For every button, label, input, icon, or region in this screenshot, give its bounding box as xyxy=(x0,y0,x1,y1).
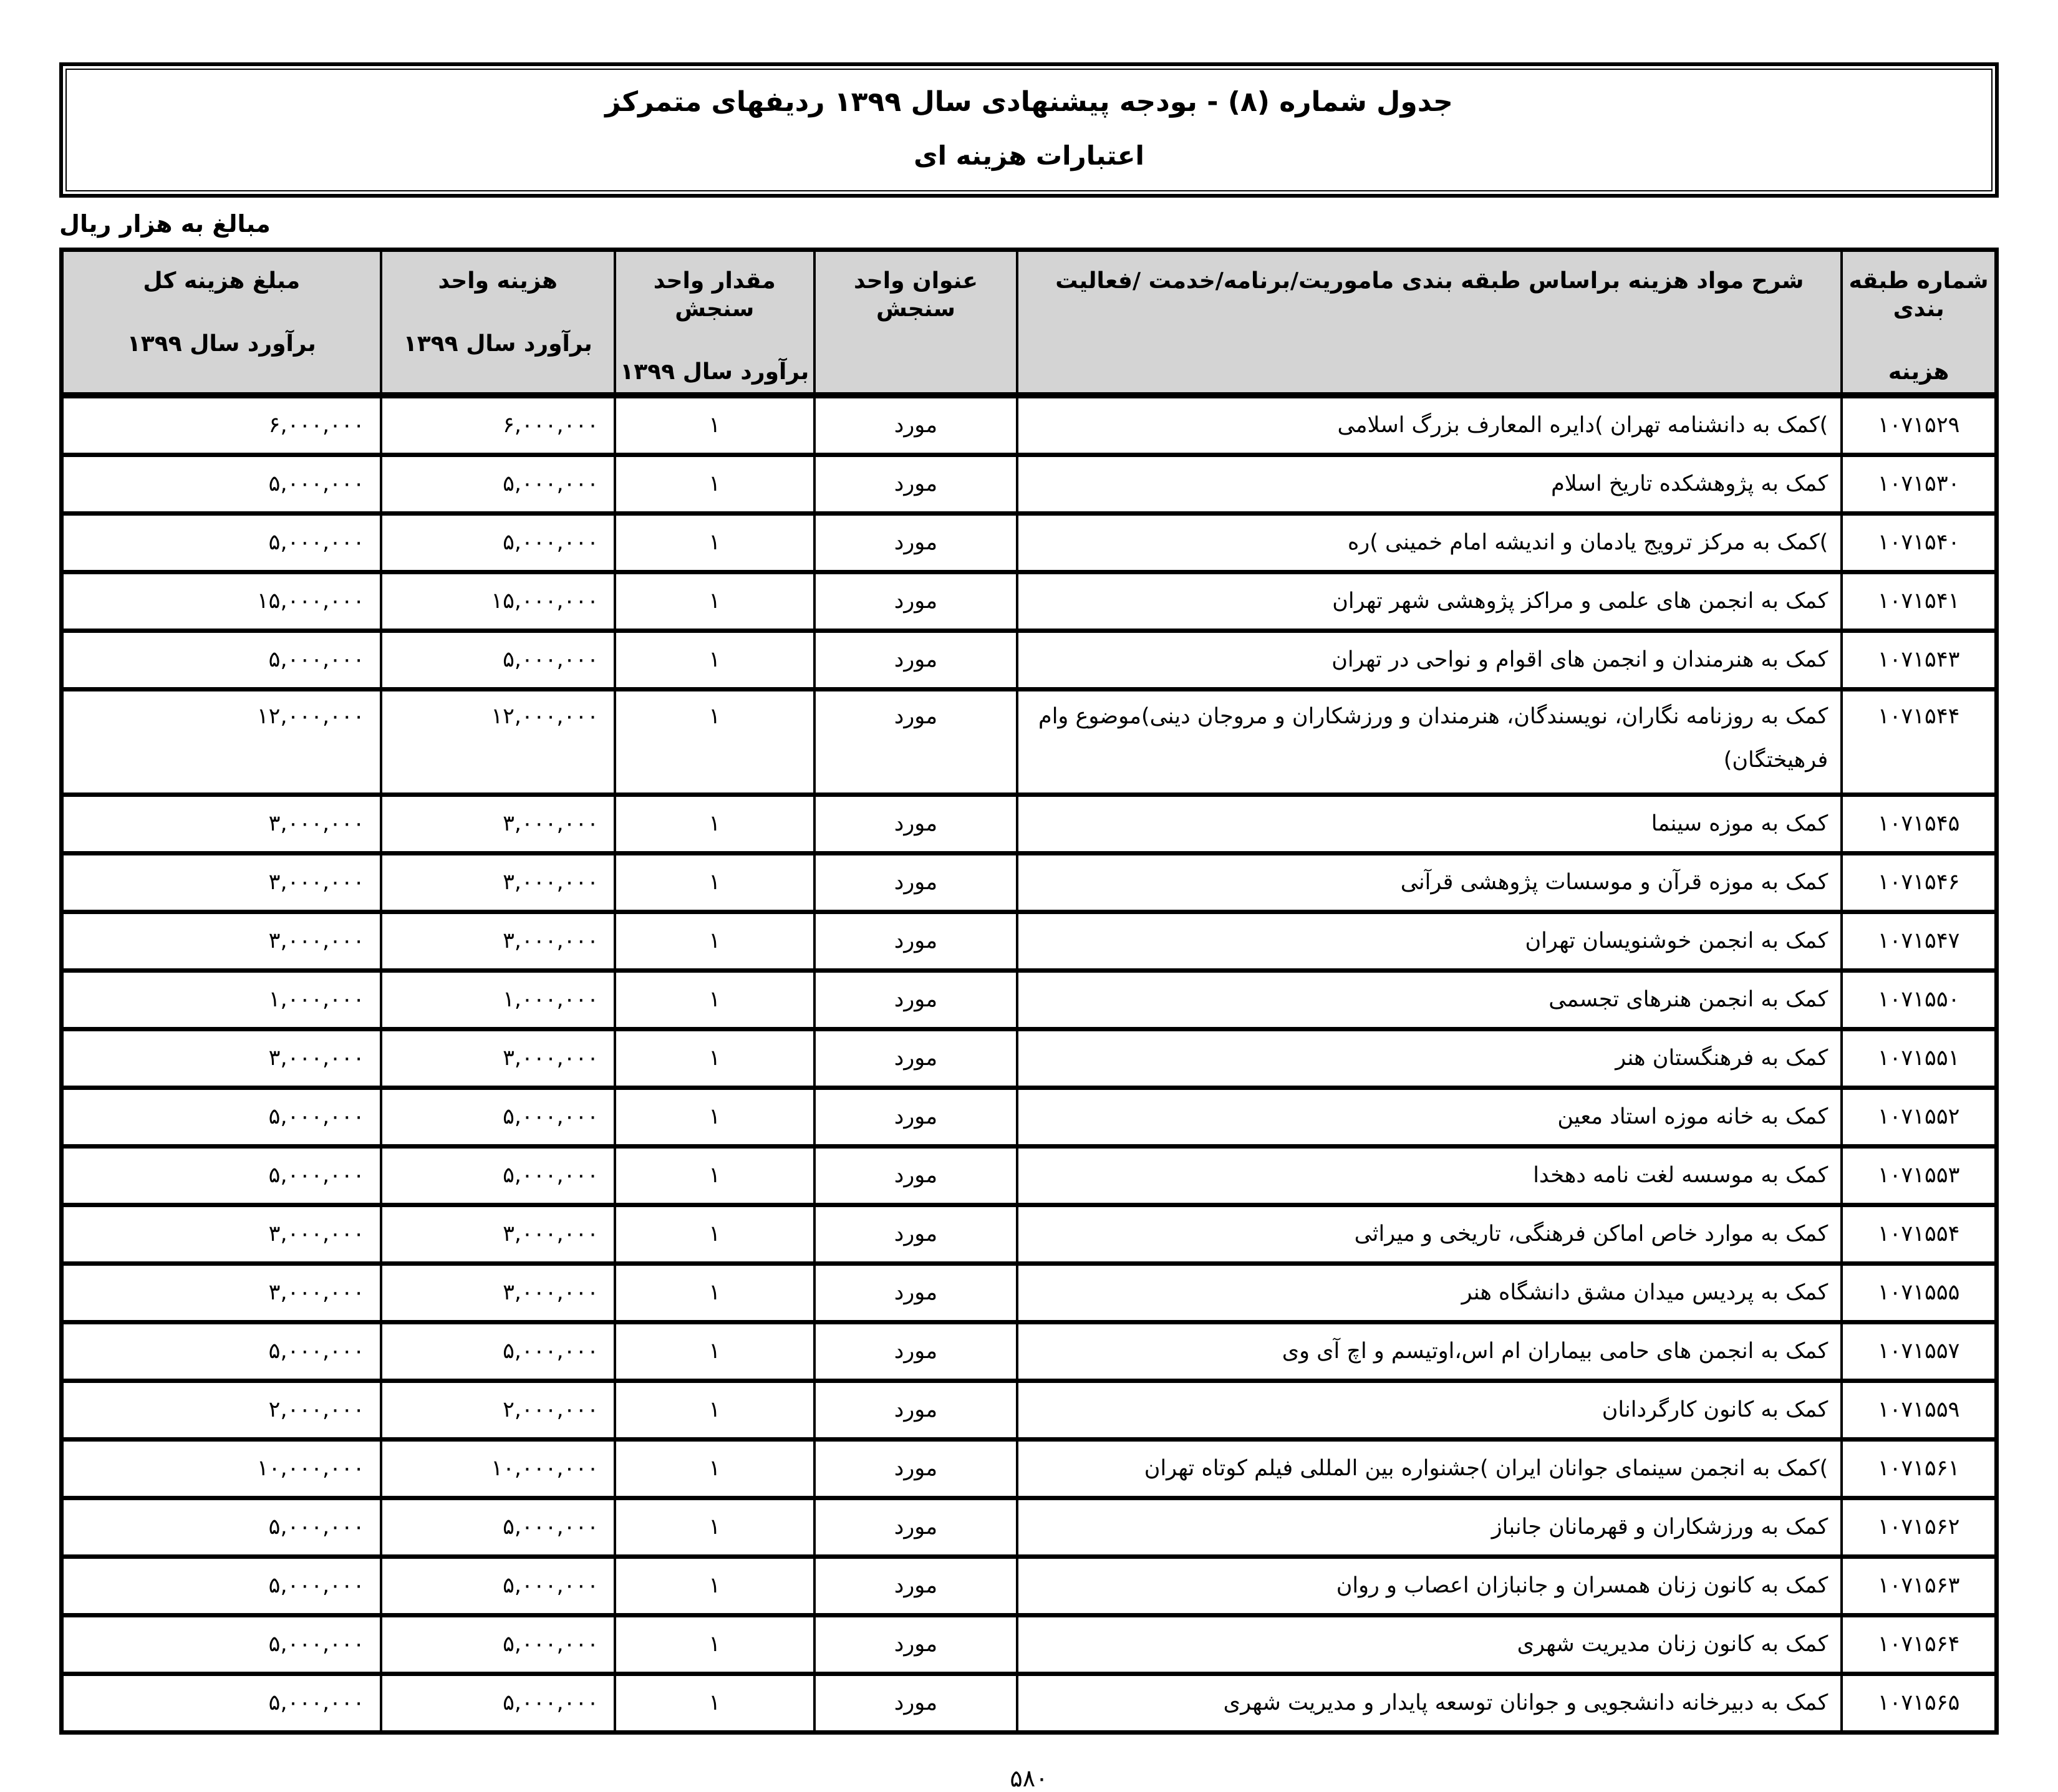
document-subtitle: اعتبارات هزینه ای xyxy=(914,140,1144,171)
row-total-cost: ۵,۰۰۰,۰۰۰ xyxy=(62,1147,381,1205)
row-description xyxy=(1017,1147,1842,1205)
row-description-line1: کمک به کانون زنان مدیریت شهری xyxy=(1517,1631,1829,1657)
row-total-cost: ۳,۰۰۰,۰۰۰ xyxy=(62,795,381,854)
header-total-cost xyxy=(62,250,381,396)
row-unit-title: مورد xyxy=(814,631,1018,690)
row-unit-quantity: ۱ xyxy=(615,1557,814,1616)
row-total-cost: ۵,۰۰۰,۰۰۰ xyxy=(62,1674,381,1733)
row-unit-cost: ۳,۰۰۰,۰۰۰ xyxy=(381,1264,615,1322)
table-row xyxy=(62,1616,1997,1674)
row-unit-quantity: ۱ xyxy=(615,1674,814,1733)
header-classification-code-line2: هزینه xyxy=(1888,359,1949,385)
row-description-line1: کمک به کانون کارگردانان xyxy=(1601,1397,1829,1422)
row-description xyxy=(1017,1616,1842,1674)
header-unit-quantity-line2: برآورد سال ۱۳۹۹ xyxy=(620,359,809,385)
row-unit-cost: ۵,۰۰۰,۰۰۰ xyxy=(381,631,615,690)
row-unit-cost: ۱,۰۰۰,۰۰۰ xyxy=(381,971,615,1029)
row-unit-title: مورد xyxy=(814,854,1018,912)
document-title: جدول شماره (۸) - بودجه پیشنهادی سال ۱۳۹۹ ردیفهای متمرکز xyxy=(605,86,1453,118)
row-unit-title: مورد xyxy=(814,1029,1018,1088)
table-row xyxy=(62,1205,1997,1264)
header-unit-cost xyxy=(381,250,615,396)
row-unit-quantity: ۱ xyxy=(615,1147,814,1205)
row-classification-code: ۱۰۷۱۵۵۹ xyxy=(1842,1381,1996,1440)
row-unit-quantity: ۱ xyxy=(615,1029,814,1088)
row-unit-cost: ۱۰,۰۰۰,۰۰۰ xyxy=(381,1440,615,1498)
row-description-line1: کمک به انجمن خوشنویسان تهران xyxy=(1525,928,1829,953)
header-classification-code xyxy=(1842,250,1996,396)
row-unit-cost: ۳,۰۰۰,۰۰۰ xyxy=(381,912,615,971)
header-total-cost-line1: مبلغ هزینه کل xyxy=(143,268,301,294)
row-description-line1: کمک به موزه قرآن و موسسات پژوهشی قرآنی xyxy=(1400,869,1829,895)
row-unit-title: مورد xyxy=(814,912,1018,971)
row-description xyxy=(1017,455,1842,514)
row-unit-quantity: ۱ xyxy=(615,572,814,631)
row-classification-code: ۱۰۷۱۵۵۰ xyxy=(1842,971,1996,1029)
row-description-line1: کمک به دبیرخانه دانشجویی و جوانان توسعه پایدار و مدیریت شهری xyxy=(1223,1690,1829,1715)
row-description xyxy=(1017,1029,1842,1088)
row-unit-title: مورد xyxy=(814,572,1018,631)
header-unit-cost-line1: هزینه واحد xyxy=(438,268,558,294)
row-description xyxy=(1017,1674,1842,1733)
row-unit-title: مورد xyxy=(814,395,1018,455)
row-unit-cost: ۲,۰۰۰,۰۰۰ xyxy=(381,1381,615,1440)
table-row xyxy=(62,1088,1997,1147)
row-description-line1: کمک به انجمن های علمی و مراکز پژوهشی شهر تهران xyxy=(1332,588,1829,614)
row-unit-title: مورد xyxy=(814,1147,1018,1205)
row-unit-title: مورد xyxy=(814,1381,1018,1440)
row-unit-cost: ۵,۰۰۰,۰۰۰ xyxy=(381,1557,615,1616)
header-unit-title-text: عنوان واحد سنجش xyxy=(854,268,978,322)
row-unit-title: مورد xyxy=(814,1674,1018,1733)
table-row xyxy=(62,795,1997,854)
row-unit-quantity: ۱ xyxy=(615,455,814,514)
row-description-line1: کمک به انجمن های حامی بیماران ام اس،اوتیسم و اچ آی وی xyxy=(1282,1338,1829,1364)
title-box xyxy=(59,62,1999,198)
row-total-cost: ۳,۰۰۰,۰۰۰ xyxy=(62,854,381,912)
row-unit-title: مورد xyxy=(814,1498,1018,1557)
row-description xyxy=(1017,912,1842,971)
row-unit-quantity: ۱ xyxy=(615,795,814,854)
table-row xyxy=(62,912,1997,971)
row-unit-quantity: ۱ xyxy=(615,1440,814,1498)
table-row xyxy=(62,1440,1997,1498)
row-total-cost: ۱۰,۰۰۰,۰۰۰ xyxy=(62,1440,381,1498)
row-description xyxy=(1017,1381,1842,1440)
row-description xyxy=(1017,1322,1842,1381)
row-unit-quantity: ۱ xyxy=(615,1616,814,1674)
row-unit-title: مورد xyxy=(814,795,1018,854)
table-row xyxy=(62,1322,1997,1381)
row-total-cost: ۵,۰۰۰,۰۰۰ xyxy=(62,1498,381,1557)
row-description xyxy=(1017,1088,1842,1147)
row-description-line1: کمک به موزه سینما xyxy=(1651,811,1829,836)
row-classification-code: ۱۰۷۱۵۴۵ xyxy=(1842,795,1996,854)
row-unit-title: مورد xyxy=(814,1322,1018,1381)
row-unit-title: مورد xyxy=(814,971,1018,1029)
row-description-line1: کمک به فرهنگستان هنر xyxy=(1615,1045,1829,1071)
row-unit-quantity: ۱ xyxy=(615,1205,814,1264)
row-unit-title: مورد xyxy=(814,455,1018,514)
row-classification-code: ۱۰۷۱۵۵۵ xyxy=(1842,1264,1996,1322)
row-total-cost: ۳,۰۰۰,۰۰۰ xyxy=(62,1029,381,1088)
row-unit-cost: ۳,۰۰۰,۰۰۰ xyxy=(381,795,615,854)
row-unit-quantity: ۱ xyxy=(615,854,814,912)
table-row xyxy=(62,631,1997,690)
row-total-cost: ۵,۰۰۰,۰۰۰ xyxy=(62,514,381,572)
row-classification-code: ۱۰۷۱۵۵۷ xyxy=(1842,1322,1996,1381)
row-classification-code: ۱۰۷۱۵۶۴ xyxy=(1842,1616,1996,1674)
header-unit-title xyxy=(814,250,1018,396)
row-description xyxy=(1017,631,1842,690)
row-unit-cost: ۵,۰۰۰,۰۰۰ xyxy=(381,1616,615,1674)
row-unit-title: مورد xyxy=(814,1557,1018,1616)
row-classification-code: ۱۰۷۱۵۶۳ xyxy=(1842,1557,1996,1616)
row-description xyxy=(1017,1205,1842,1264)
row-description xyxy=(1017,1264,1842,1322)
row-classification-code: ۱۰۷۱۵۴۶ xyxy=(1842,854,1996,912)
row-description-line1: کمک به موارد خاص اماکن فرهنگی، تاریخی و میراثی xyxy=(1354,1221,1829,1246)
row-unit-quantity: ۱ xyxy=(615,971,814,1029)
row-unit-quantity: ۱ xyxy=(615,395,814,455)
row-total-cost: ۱,۰۰۰,۰۰۰ xyxy=(62,971,381,1029)
row-description-line1: )کمک به مرکز ترویج یادمان و اندیشه امام خمینی )ره xyxy=(1347,529,1829,555)
row-unit-cost: ۳,۰۰۰,۰۰۰ xyxy=(381,1205,615,1264)
row-classification-code: ۱۰۷۱۵۵۱ xyxy=(1842,1029,1996,1088)
table-row xyxy=(62,1557,1997,1616)
row-unit-quantity: ۱ xyxy=(615,1264,814,1322)
row-description xyxy=(1017,690,1842,795)
row-description-line1: کمک به خانه موزه استاد معین xyxy=(1557,1104,1829,1129)
row-classification-code: ۱۰۷۱۵۴۰ xyxy=(1842,514,1996,572)
row-total-cost: ۶,۰۰۰,۰۰۰ xyxy=(62,395,381,455)
row-classification-code: ۱۰۷۱۵۴۷ xyxy=(1842,912,1996,971)
row-unit-quantity: ۱ xyxy=(615,1498,814,1557)
row-total-cost: ۳,۰۰۰,۰۰۰ xyxy=(62,912,381,971)
row-unit-cost: ۵,۰۰۰,۰۰۰ xyxy=(381,1498,615,1557)
table-row xyxy=(62,1674,1997,1733)
table-row xyxy=(62,1029,1997,1088)
header-unit-quantity xyxy=(615,250,814,396)
row-classification-code: ۱۰۷۱۵۴۴ xyxy=(1842,690,1996,795)
row-unit-title: مورد xyxy=(814,690,1018,795)
row-description xyxy=(1017,1440,1842,1498)
row-description-line1: )کمک به دانشنامه تهران )دایره المعارف بزرگ اسلامی xyxy=(1337,412,1829,438)
row-unit-quantity: ۱ xyxy=(615,1088,814,1147)
row-unit-title: مورد xyxy=(814,1616,1018,1674)
row-total-cost: ۳,۰۰۰,۰۰۰ xyxy=(62,1264,381,1322)
header-total-cost-line2: برآورد سال ۱۳۹۹ xyxy=(127,331,316,357)
row-classification-code: ۱۰۷۱۵۶۲ xyxy=(1842,1498,1996,1557)
row-unit-title: مورد xyxy=(814,1205,1018,1264)
table-row xyxy=(62,572,1997,631)
row-unit-title: مورد xyxy=(814,1440,1018,1498)
row-description xyxy=(1017,971,1842,1029)
row-unit-quantity: ۱ xyxy=(615,514,814,572)
row-description xyxy=(1017,572,1842,631)
table-row xyxy=(62,1498,1997,1557)
row-classification-code: ۱۰۷۱۵۵۴ xyxy=(1842,1205,1996,1264)
row-description-line1: کمک به هنرمندان و انجمن های اقوام و نواحی در تهران xyxy=(1331,647,1829,672)
row-description xyxy=(1017,514,1842,572)
row-unit-cost: ۵,۰۰۰,۰۰۰ xyxy=(381,514,615,572)
row-unit-quantity: ۱ xyxy=(615,912,814,971)
row-description xyxy=(1017,1498,1842,1557)
header-unit-quantity-line1: مقدار واحد سنجش xyxy=(653,268,776,322)
row-description-line1: کمک به روزنامه نگاران، نویسندگان، هنرمندان و ورزشکاران و مروجان دینی)موضوع وام xyxy=(1038,704,1829,730)
row-description-line1: کمک به پژوهشکده تاریخ اسلام xyxy=(1551,471,1829,496)
row-description-line1: کمک به انجمن هنرهای تجسمی xyxy=(1548,986,1829,1012)
row-unit-quantity: ۱ xyxy=(615,1381,814,1440)
row-total-cost: ۳,۰۰۰,۰۰۰ xyxy=(62,1205,381,1264)
row-unit-cost: ۵,۰۰۰,۰۰۰ xyxy=(381,455,615,514)
table-row xyxy=(62,854,1997,912)
row-unit-cost: ۵,۰۰۰,۰۰۰ xyxy=(381,1674,615,1733)
table-row xyxy=(62,1147,1997,1205)
row-unit-cost: ۱۲,۰۰۰,۰۰۰ xyxy=(381,690,615,795)
row-classification-code: ۱۰۷۱۵۵۲ xyxy=(1842,1088,1996,1147)
row-unit-cost: ۳,۰۰۰,۰۰۰ xyxy=(381,1029,615,1088)
header-description-text: شرح مواد هزینه براساس طبقه بندی ماموریت/برنامه/خدمت /فعالیت xyxy=(1055,268,1804,294)
row-description-line1: کمک به ورزشکاران و قهرمانان جانباز xyxy=(1491,1514,1829,1539)
row-classification-code: ۱۰۷۱۵۵۳ xyxy=(1842,1147,1996,1205)
header-classification-code-line1: شماره طبقه بندی xyxy=(1848,268,1989,322)
row-description-line2: فرهیختگان) xyxy=(1723,747,1829,773)
row-unit-title: مورد xyxy=(814,514,1018,572)
row-classification-code: ۱۰۷۱۵۴۱ xyxy=(1842,572,1996,631)
row-unit-cost: ۵,۰۰۰,۰۰۰ xyxy=(381,1147,615,1205)
row-description xyxy=(1017,395,1842,455)
header-description xyxy=(1017,250,1842,396)
table-body xyxy=(62,395,1997,1733)
row-unit-cost: ۶,۰۰۰,۰۰۰ xyxy=(381,395,615,455)
row-description xyxy=(1017,795,1842,854)
row-classification-code: ۱۰۷۱۵۳۰ xyxy=(1842,455,1996,514)
row-total-cost: ۵,۰۰۰,۰۰۰ xyxy=(62,631,381,690)
row-total-cost: ۵,۰۰۰,۰۰۰ xyxy=(62,1322,381,1381)
row-description xyxy=(1017,854,1842,912)
row-total-cost: ۲,۰۰۰,۰۰۰ xyxy=(62,1381,381,1440)
row-unit-title: مورد xyxy=(814,1264,1018,1322)
row-total-cost: ۵,۰۰۰,۰۰۰ xyxy=(62,1557,381,1616)
table-row xyxy=(62,971,1997,1029)
row-total-cost: ۵,۰۰۰,۰۰۰ xyxy=(62,455,381,514)
table-row xyxy=(62,690,1997,795)
budget-table xyxy=(59,248,1999,1735)
table-header-row xyxy=(62,250,1997,396)
page-number: ۵۸۰ xyxy=(1010,1765,1048,1792)
table-row xyxy=(62,455,1997,514)
row-unit-cost: ۵,۰۰۰,۰۰۰ xyxy=(381,1088,615,1147)
row-unit-cost: ۳,۰۰۰,۰۰۰ xyxy=(381,854,615,912)
header-unit-cost-line2: برآورد سال ۱۳۹۹ xyxy=(403,331,592,357)
row-classification-code: ۱۰۷۱۵۲۹ xyxy=(1842,395,1996,455)
row-description xyxy=(1017,1557,1842,1616)
row-description-line1: کمک به موسسه لغت نامه دهخدا xyxy=(1533,1162,1829,1188)
row-total-cost: ۱۲,۰۰۰,۰۰۰ xyxy=(62,690,381,795)
table-row xyxy=(62,1264,1997,1322)
table-row xyxy=(62,395,1997,455)
row-unit-cost: ۱۵,۰۰۰,۰۰۰ xyxy=(381,572,615,631)
row-unit-cost: ۵,۰۰۰,۰۰۰ xyxy=(381,1322,615,1381)
row-classification-code: ۱۰۷۱۵۶۵ xyxy=(1842,1674,1996,1733)
row-description-line1: )کمک به انجمن سینمای جوانان ایران )جشنواره بین المللی فیلم کوتاه تهران xyxy=(1144,1455,1829,1481)
table-row xyxy=(62,1381,1997,1440)
table-row xyxy=(62,514,1997,572)
row-total-cost: ۱۵,۰۰۰,۰۰۰ xyxy=(62,572,381,631)
row-classification-code: ۱۰۷۱۵۶۱ xyxy=(1842,1440,1996,1498)
title-box-inner xyxy=(65,69,1993,191)
row-unit-quantity: ۱ xyxy=(615,690,814,795)
row-total-cost: ۵,۰۰۰,۰۰۰ xyxy=(62,1088,381,1147)
row-classification-code: ۱۰۷۱۵۴۳ xyxy=(1842,631,1996,690)
row-description-line1: کمک به کانون زنان همسران و جانبازان اعصاب و روان xyxy=(1336,1573,1829,1598)
row-description-line1: کمک به پردیس میدان مشق دانشگاه هنر xyxy=(1461,1279,1829,1305)
currency-unit-note-text: مبالغ به هزار ریال xyxy=(59,210,271,238)
currency-unit-note xyxy=(59,210,1999,238)
row-unit-title: مورد xyxy=(814,1088,1018,1147)
row-unit-quantity: ۱ xyxy=(615,1322,814,1381)
row-unit-quantity: ۱ xyxy=(615,631,814,690)
row-total-cost: ۵,۰۰۰,۰۰۰ xyxy=(62,1616,381,1674)
